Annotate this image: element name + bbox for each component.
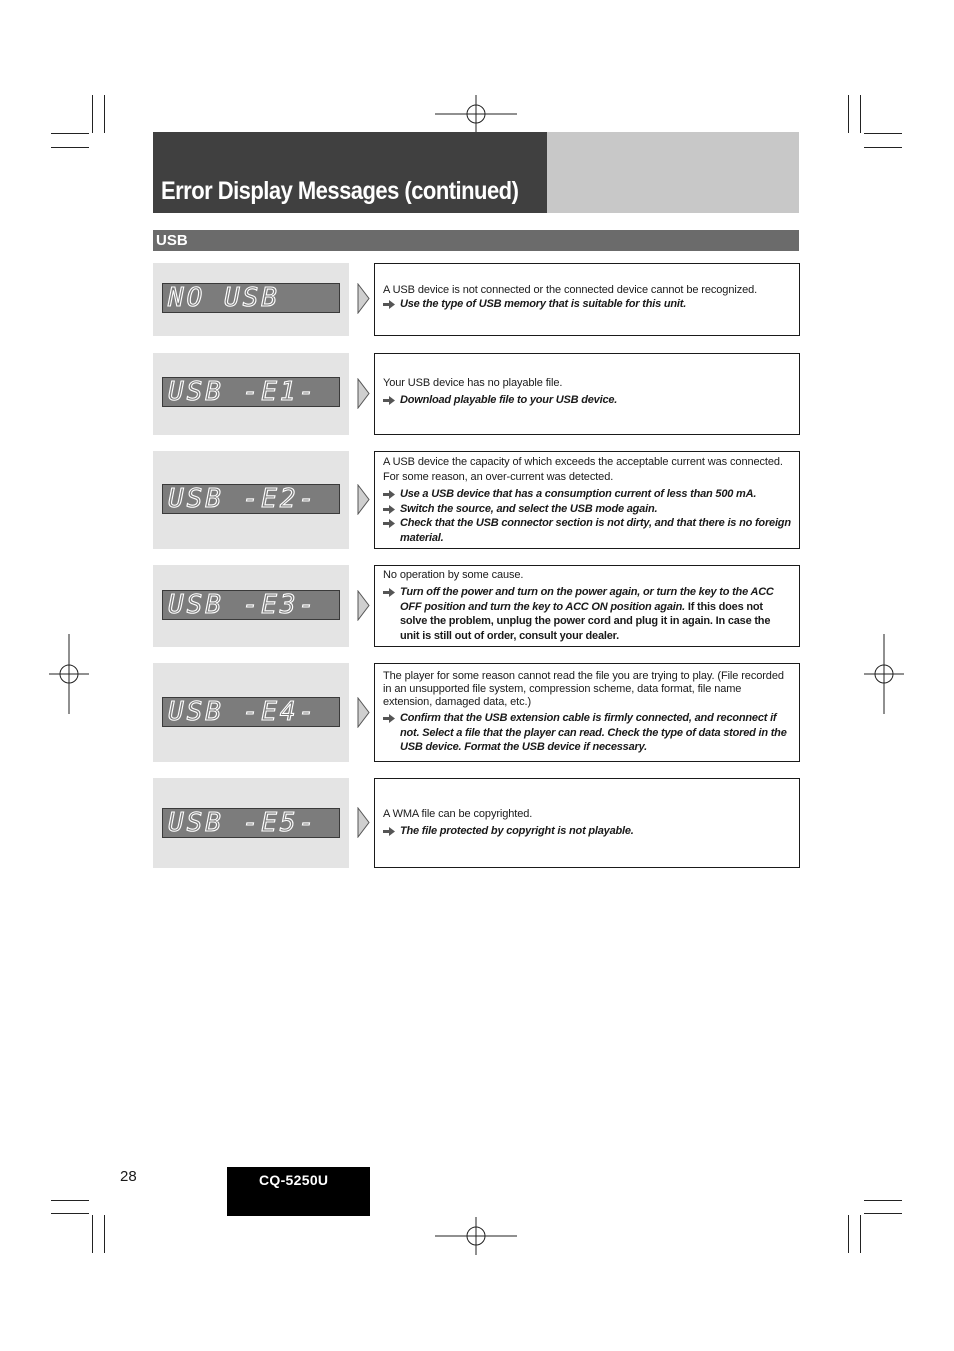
error-cause: The player for some reason cannot read the file you are trying to play. (File recorded in an unsupported file system, compression scheme, data format, file name extension, damaged data, etc.)	[383, 670, 784, 708]
remedy-item	[383, 393, 791, 408]
model-label: CQ-5250U	[259, 1172, 329, 1188]
remedy-item	[383, 297, 791, 312]
arrow-right-icon	[383, 300, 395, 309]
error-cause: Your USB device has no playable file.	[383, 377, 563, 389]
remedy-text: Use the type of USB memory that is suitable for this unit.	[400, 298, 687, 310]
crop-mark	[864, 1200, 902, 1201]
crop-mark	[51, 133, 89, 134]
crop-mark	[848, 1215, 849, 1253]
remedy-list	[383, 824, 791, 839]
model-badge	[227, 1167, 370, 1216]
crop-mark	[104, 95, 105, 133]
arrow-right-icon	[383, 714, 395, 723]
remedy-list	[383, 297, 791, 312]
remedy-text: Turn off the power and turn on the power again, or turn the key to the ACC OFF position and turn the key to ACC ON position again.	[400, 586, 774, 613]
section-title: USB	[156, 232, 188, 249]
error-message-box	[374, 778, 800, 868]
crop-mark	[51, 1200, 89, 1201]
error-cause: A USB device is not connected or the connected device cannot be recognized.	[383, 284, 758, 296]
registration-mark-icon	[435, 1217, 517, 1255]
remedy-item	[383, 516, 791, 545]
lcd-display	[162, 283, 340, 313]
display-panel	[153, 565, 349, 647]
lcd-display	[162, 377, 340, 407]
page-title: Error Display Messages (continued)	[161, 177, 519, 205]
error-cause: No operation by some cause.	[383, 569, 524, 581]
lcd-display-text: USB -E4-	[168, 697, 318, 727]
chevron-right-icon	[357, 807, 370, 838]
page-number: 28	[120, 1168, 137, 1185]
crop-mark	[51, 1213, 89, 1214]
section-heading-bar	[153, 230, 799, 251]
lcd-display-text: USB -E5-	[168, 808, 318, 838]
lcd-display-text: USB -E1-	[168, 377, 318, 407]
error-message-box	[374, 353, 800, 435]
remedy-list	[383, 585, 791, 643]
crop-mark	[92, 95, 93, 133]
arrow-right-icon	[383, 827, 395, 836]
error-message-box	[374, 663, 800, 762]
display-panel	[153, 451, 349, 549]
remedy-text: Download playable file to your USB device.	[400, 394, 618, 406]
remedy-list	[383, 711, 791, 755]
remedy-item	[383, 824, 791, 839]
arrow-right-icon	[383, 396, 395, 405]
chevron-right-icon	[357, 484, 370, 515]
registration-mark-icon	[864, 634, 904, 714]
arrow-right-icon	[383, 505, 395, 514]
remedy-item	[383, 711, 791, 755]
display-panel	[153, 778, 349, 868]
lcd-display-text: USB -E2-	[168, 484, 318, 514]
chevron-right-icon	[357, 590, 370, 621]
arrow-right-icon	[383, 490, 395, 499]
lcd-display	[162, 808, 340, 838]
crop-mark	[51, 147, 89, 148]
lcd-display-text: NO USB	[168, 283, 280, 313]
title-banner-accent	[547, 132, 799, 213]
lcd-display	[162, 697, 340, 727]
error-cause: A USB device the capacity of which exceeds the acceptable current was connected. For some reason, an over-current was detected.	[383, 456, 783, 483]
lcd-display-text: USB -E3-	[168, 590, 318, 620]
crop-mark	[104, 1215, 105, 1253]
arrow-right-icon	[383, 519, 395, 528]
remedy-note: If this does not solve the problem, unplug the power cord and plug it in again. In case the unit is still out of order, consult your dealer.	[400, 600, 771, 642]
chevron-right-icon	[357, 378, 370, 409]
display-panel	[153, 353, 349, 435]
remedy-item	[383, 487, 791, 502]
arrow-right-icon	[383, 588, 395, 597]
error-message-box	[374, 565, 800, 647]
remedy-item	[383, 502, 791, 517]
error-message-box	[374, 263, 800, 336]
remedy-text: Use a USB device that has a consumption current of less than 500 mA.	[400, 488, 757, 500]
chevron-right-icon	[357, 283, 370, 314]
chevron-right-icon	[357, 697, 370, 728]
display-panel	[153, 663, 349, 762]
remedy-text: Switch the source, and select the USB mode again.	[400, 502, 658, 515]
remedy-text: Check that the USB connector section is not dirty, and that there is no foreign material.	[400, 517, 791, 544]
registration-mark-icon	[49, 634, 89, 714]
registration-mark-icon	[435, 95, 517, 133]
remedy-text: The file protected by copyright is not playable.	[400, 825, 634, 837]
error-message-box	[374, 451, 800, 549]
crop-mark	[864, 133, 902, 134]
crop-mark	[864, 1213, 902, 1214]
crop-mark	[860, 1215, 861, 1253]
lcd-display	[162, 590, 340, 620]
crop-mark	[848, 95, 849, 133]
remedy-text: Confirm that the USB extension cable is firmly connected, and reconnect if not. Select a file that the player can read. Check the type of data stored in the USB device. Format the USB device if necessary.	[400, 712, 787, 753]
remedy-list	[383, 487, 791, 545]
display-panel	[153, 263, 349, 336]
lcd-display	[162, 484, 340, 514]
crop-mark	[860, 95, 861, 133]
error-cause: A WMA file can be copyrighted.	[383, 808, 533, 820]
remedy-item	[383, 585, 791, 643]
crop-mark	[864, 147, 902, 148]
crop-mark	[92, 1215, 93, 1253]
remedy-list	[383, 393, 791, 408]
